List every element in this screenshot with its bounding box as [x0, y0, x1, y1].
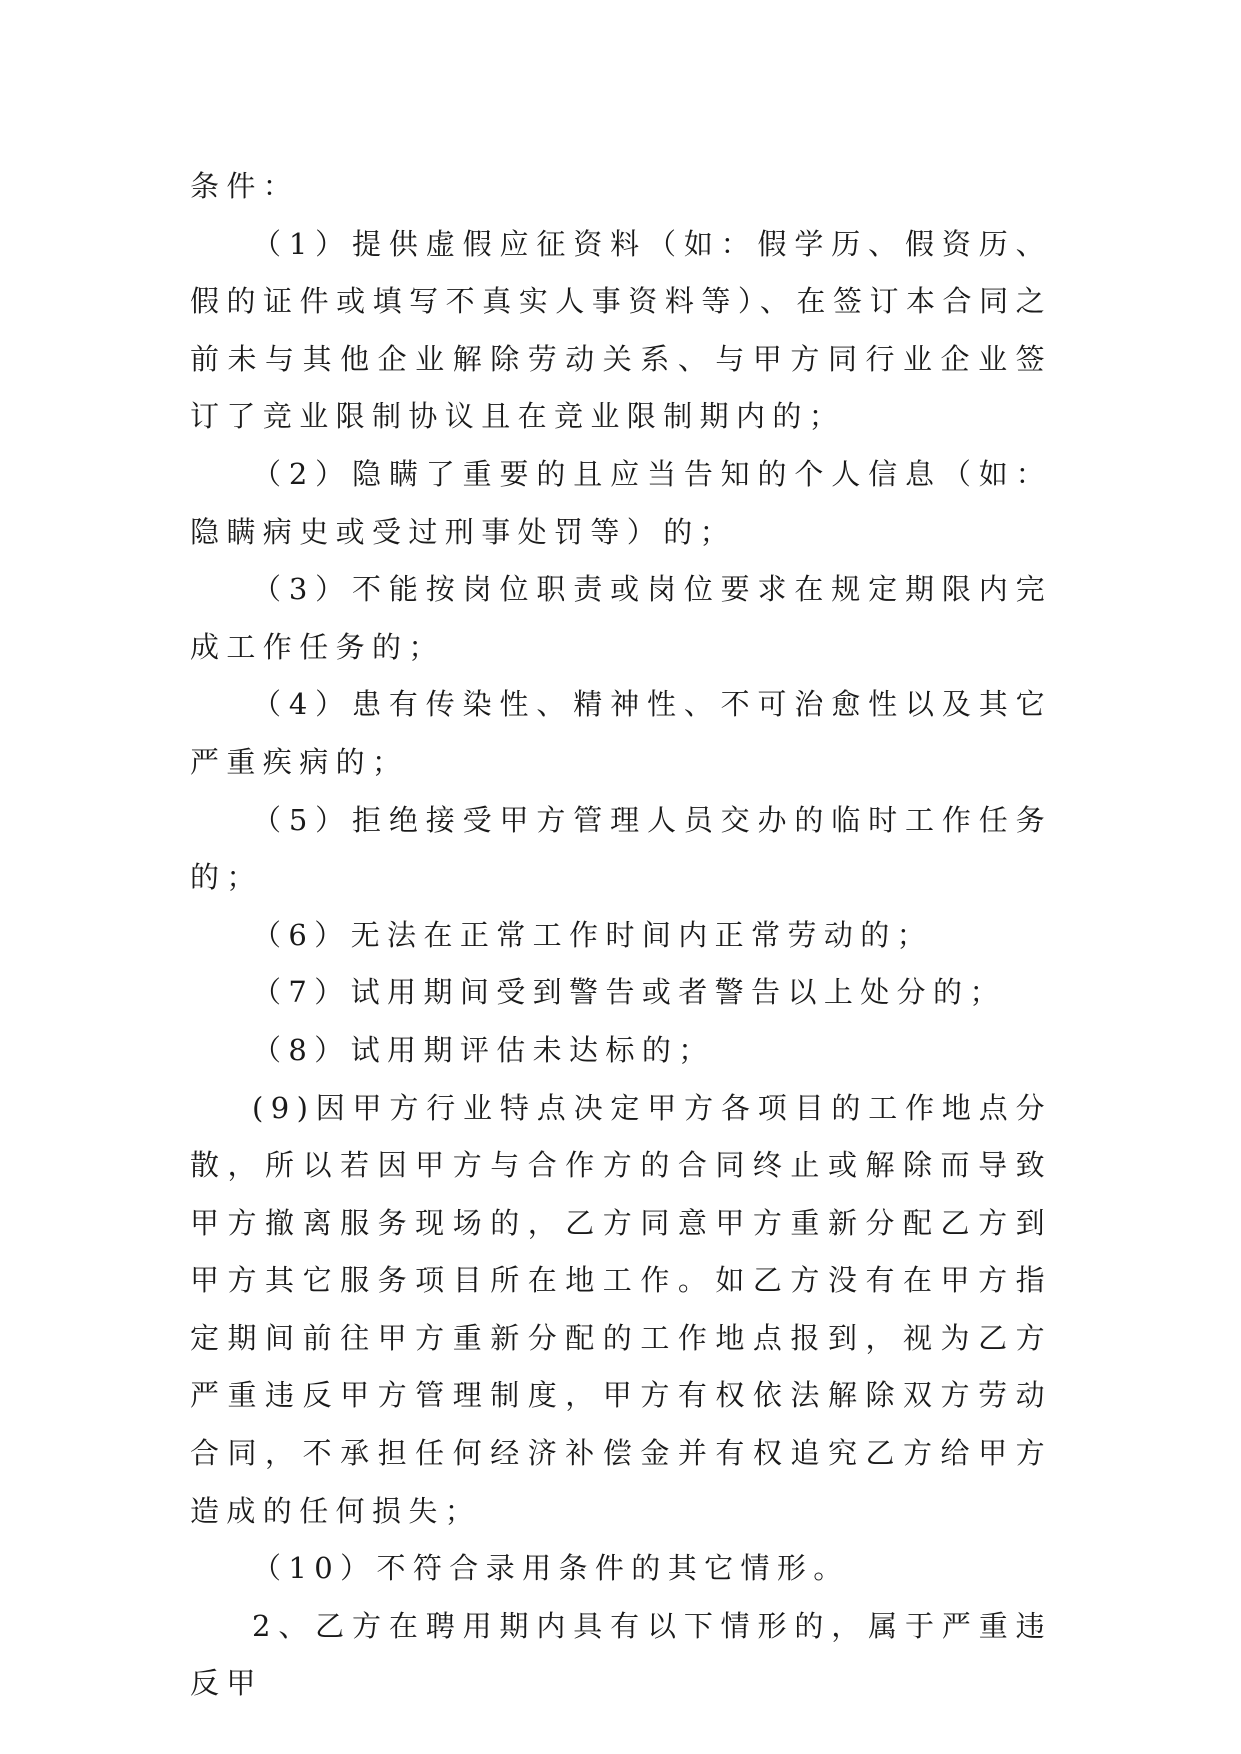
paragraph-item-10: （10）不符合录用条件的其它情形。	[252, 1551, 850, 1586]
paragraph-item-6: （6）无法在正常工作时间内正常劳动的；	[252, 917, 934, 952]
paragraph-item-8: （8）试用期评估未达标的；	[252, 1032, 715, 1067]
paragraph-item-7: （7）试用期间受到警告或者警告以上处分的；	[252, 975, 1006, 1010]
paragraph-item-1: （1）提供虚假应征资料（如：假学历、假资历、假的证件或填写不真实人事资料等）、在签订本合同之前未与其他企业解除劳动关系、与甲方同行业企业签订了竞业限制协议且在竞业限制期内的；	[190, 226, 1052, 434]
paragraph-item-5: （5）拒绝接受甲方管理人员交办的临时工作任务的；	[190, 802, 1052, 895]
paragraph-item-3: （3）不能按岗位职责或岗位要求在规定期限内完成工作任务的；	[190, 572, 1052, 664]
paragraph-item-4: （4）患有传染性、精神性、不可治愈性以及其它严重疾病的；	[190, 687, 1052, 779]
document-body	[190, 158, 1052, 1713]
paragraph-item-9: (9)因甲方行业特点决定甲方各项目的工作地点分散，所以若因甲方与合作方的合同终止或解除而导致甲方撤离服务现场的，乙方同意甲方重新分配乙方到甲方其它服务项目所在地工作。如乙方没有在甲方指定期间前往甲方重新分配的工作地点报到，视为乙方严重违反甲方管理制度，甲方有权依法解除双方劳动合同，不承担任何经济补偿金并有权追究乙方给甲方造成的任何损失；	[190, 1090, 1052, 1528]
paragraph-section-2: 2、乙方在聘用期内具有以下情形的，属于严重违反甲	[190, 1608, 1052, 1701]
paragraph-item-2: （2）隐瞒了重要的且应当告知的个人信息（如：隐瞒病史或受过刑事处罚等）的；	[190, 456, 1052, 549]
paragraph-heading-continuation: 条件：	[190, 169, 300, 203]
